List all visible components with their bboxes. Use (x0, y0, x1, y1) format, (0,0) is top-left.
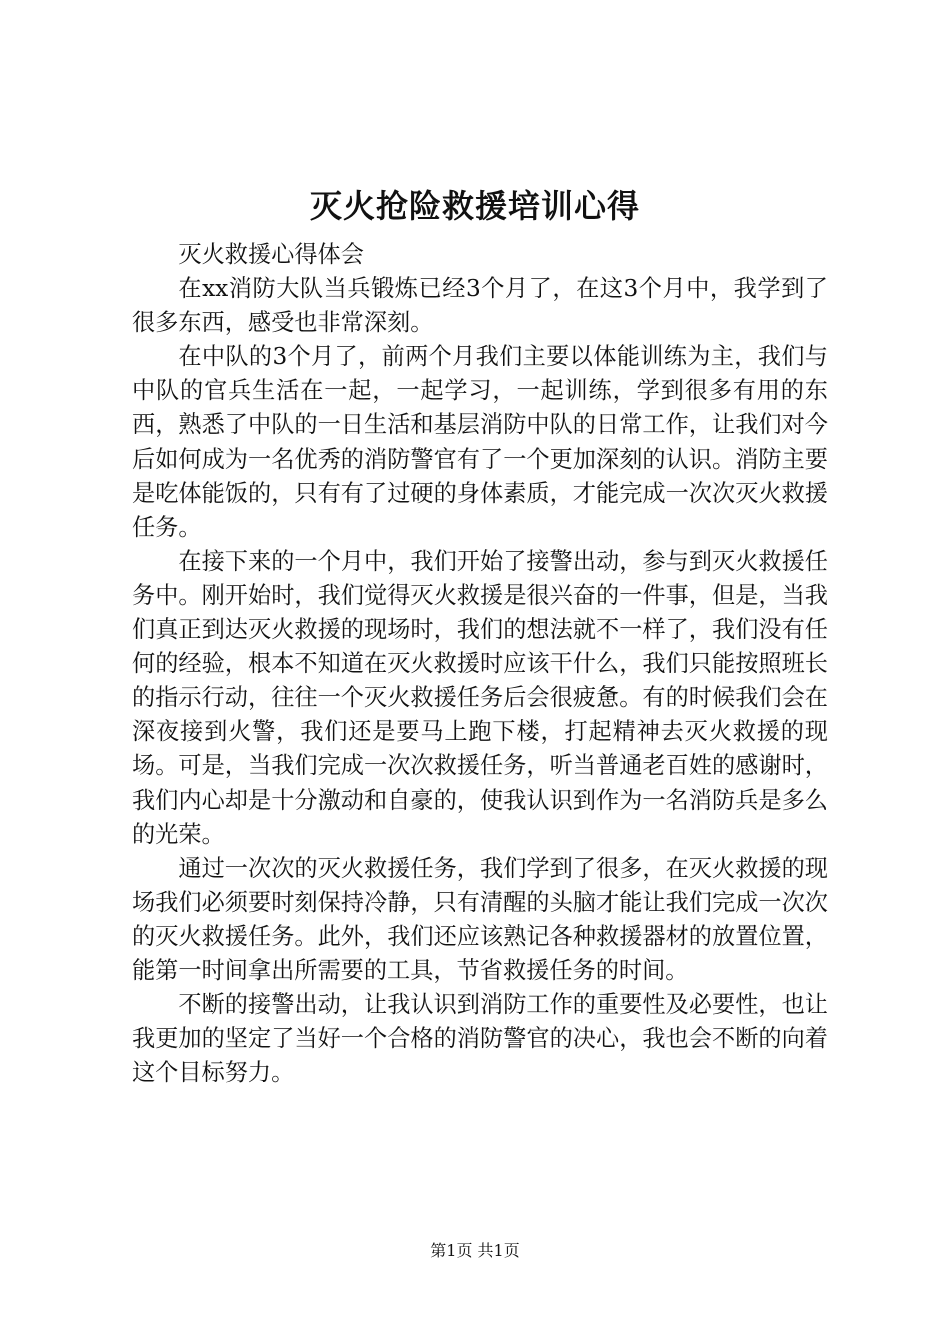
document-body (132, 238, 828, 1090)
page-footer: 第1页 共1页 (430, 1241, 520, 1260)
paragraph-3: 在接下来的一个月中，我们开始了接警出动，参与到灭火救援任务中。刚开始时，我们觉得灭火救援是很兴奋的一件事，但是，当我们真正到达灭火救援的现场时，我们的想法就不一样了，我们没有任何的经验，根本不知道在灭火救援时应该干什么，我们只能按照班长的指示行动，往往一个灭火救援任务后会很疲惫。有的时候我们会在深夜接到火警，我们还是要马上跑下楼，打起精神去灭火救援的现场。可是，当我们完成一次次救援任务，听当普通老百姓的感谢时，我们内心却是十分激动和自豪的，使我认识到作为一名消防兵是多么的光荣。 (132, 547, 828, 848)
document-title: 灭火抢险救援培训心得 (309, 187, 640, 225)
subtitle-paragraph: 灭火救援心得体会 (178, 241, 364, 268)
paragraph-1: 在xx消防大队当兵锻炼已经3个月了，在这3个月中，我学到了很多东西，感受也非常深刻。 (132, 275, 828, 337)
paragraph-4: 通过一次次的灭火救援任务，我们学到了很多，在灭火救援的现场我们必须要时刻保持冷静，只有清醒的头脑才能让我们完成一次次的灭火救援任务。此外，我们还应该熟记各种救援器材的放置位置，能第一时间拿出所需要的工具，节省救援任务的时间。 (132, 854, 828, 984)
paragraph-5: 不断的接警出动，让我认识到消防工作的重要性及必要性，也让我更加的坚定了当好一个合格的消防警官的决心，我也会不断的向着这个目标努力。 (132, 991, 828, 1087)
paragraph-2: 在中队的3个月了，前两个月我们主要以体能训练为主，我们与中队的官兵生活在一起，一起学习，一起训练，学到很多有用的东西，熟悉了中队的一日生活和基层消防中队的日常工作，让我们对今后如何成为一名优秀的消防警官有了一个更加深刻的认识。消防主要是吃体能饭的，只有有了过硬的身体素质，才能完成一次次灭火救援任务。 (132, 343, 828, 541)
